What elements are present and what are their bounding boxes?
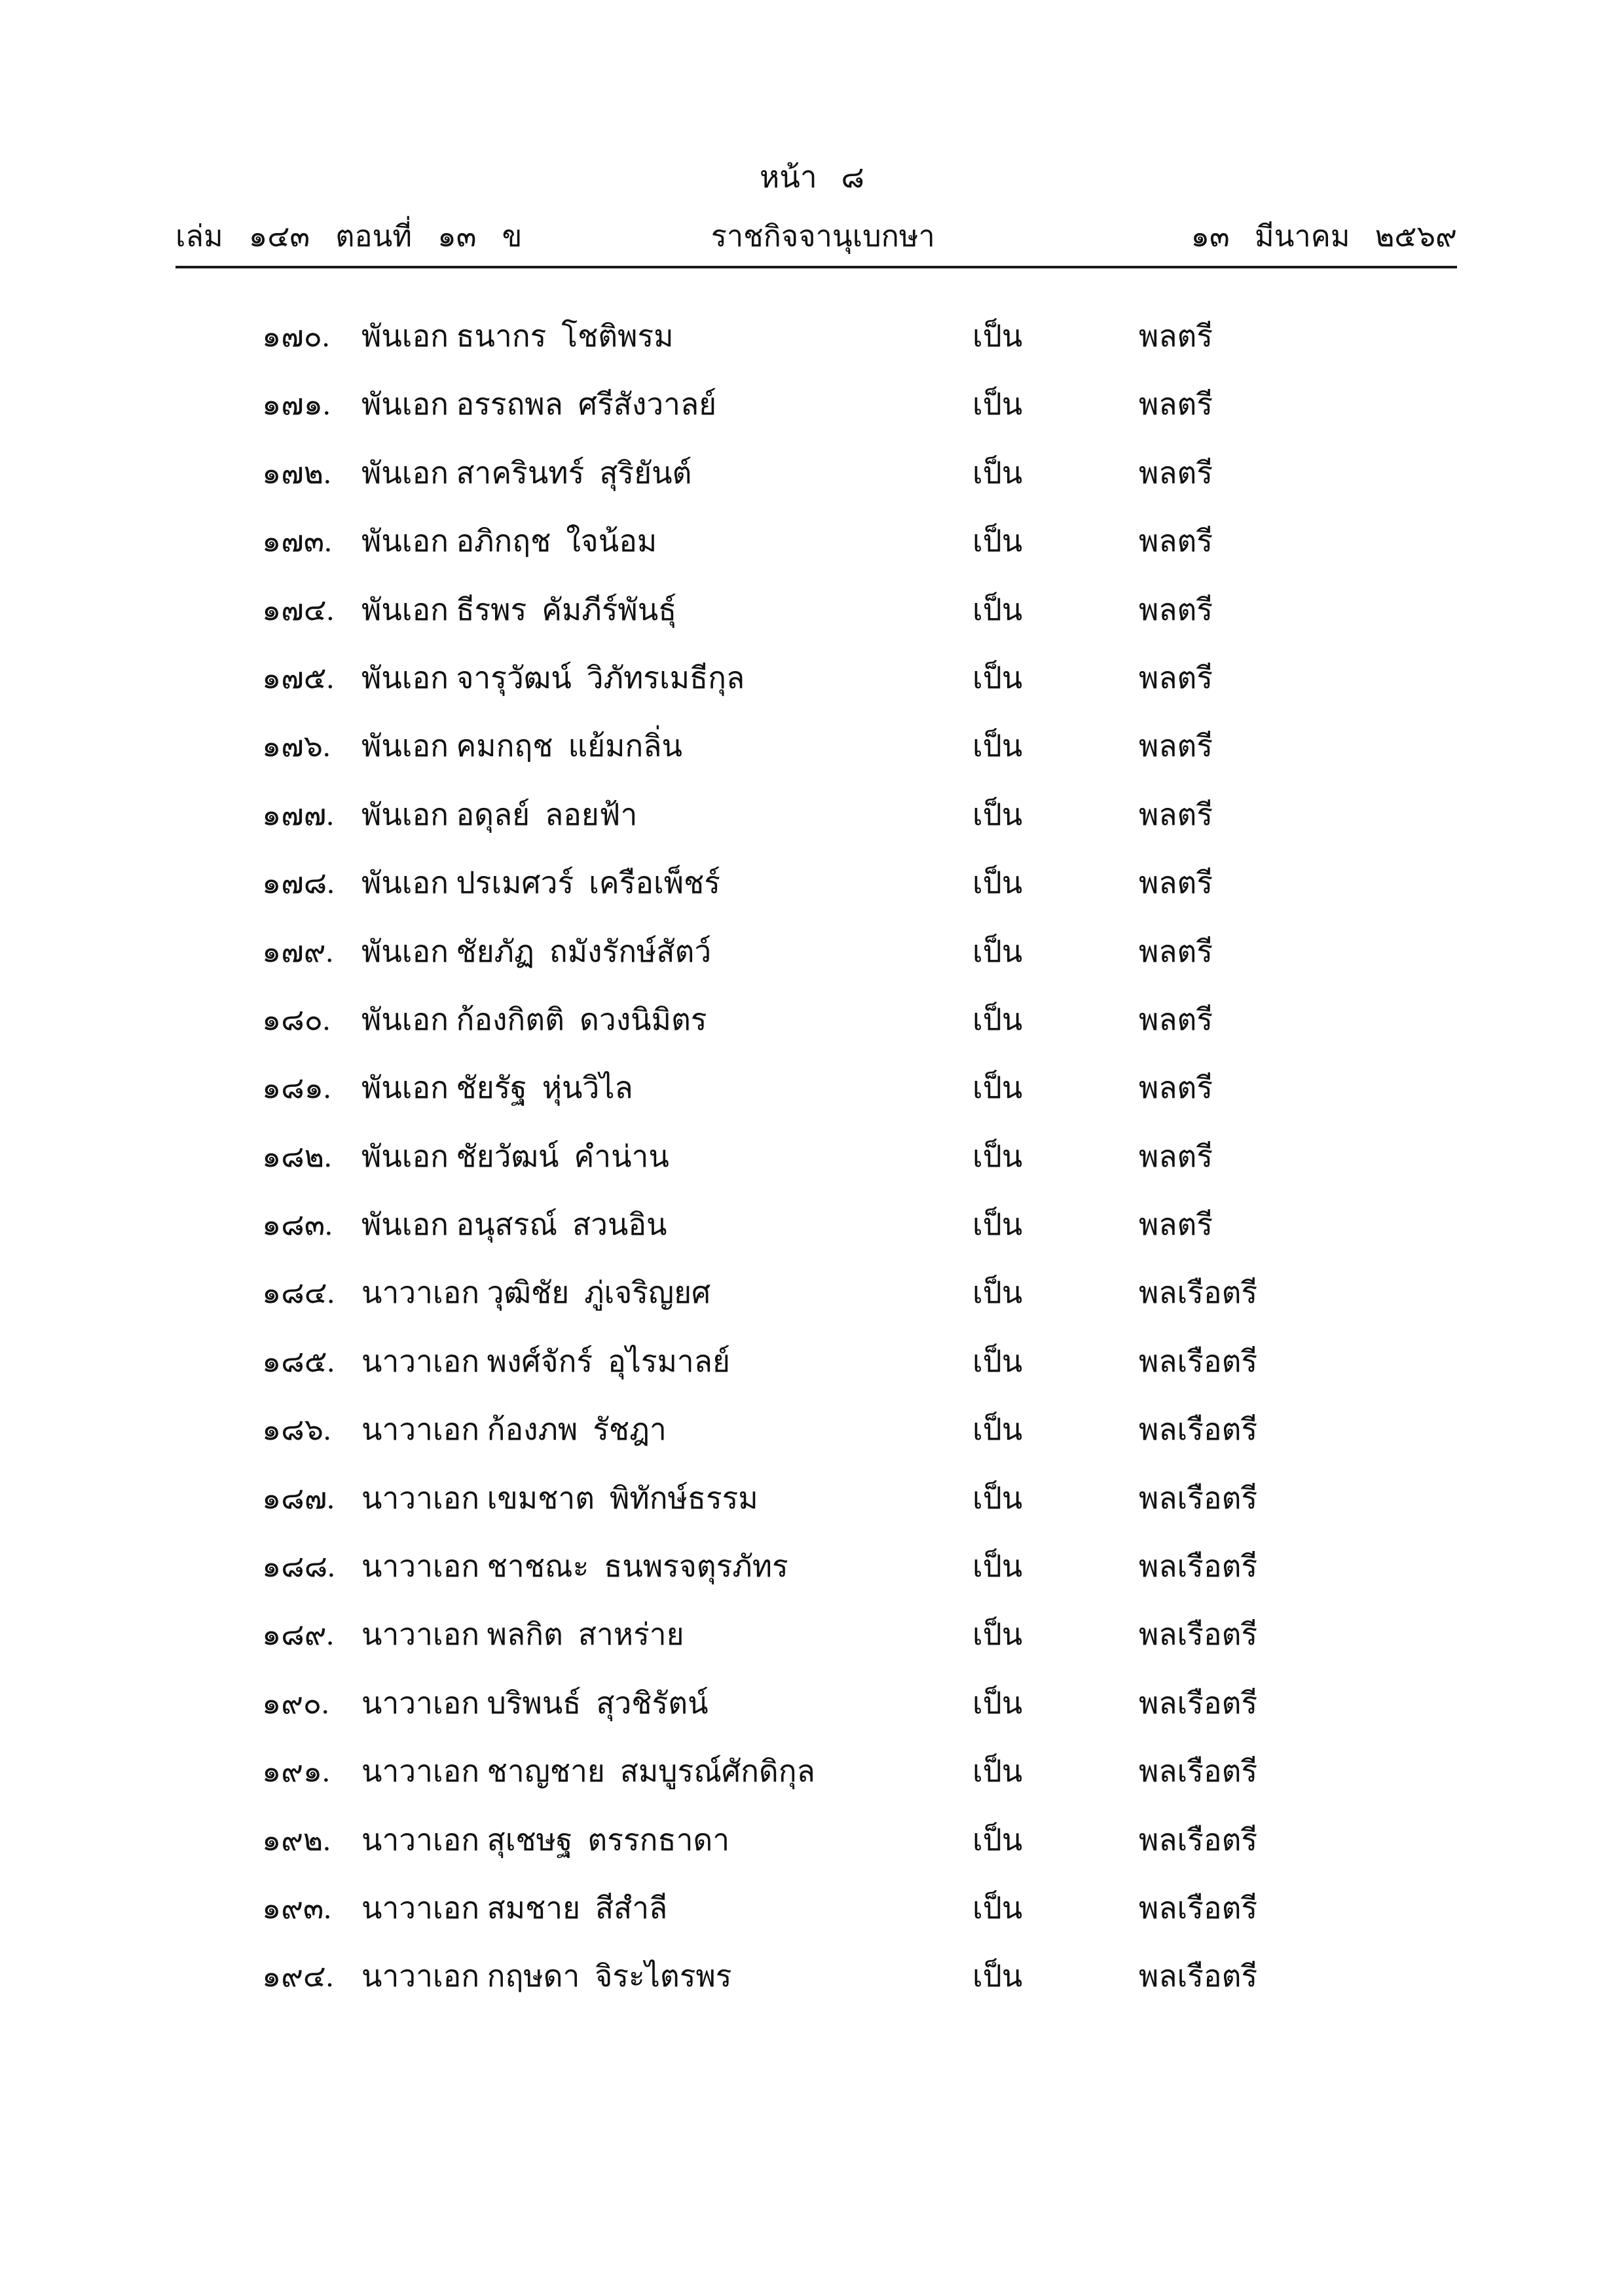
officer-name: พันเอก อดุลย์ ลอยฟ้า bbox=[361, 797, 638, 831]
list-item bbox=[0, 1465, 1624, 1533]
item-number: ๑๗๒. bbox=[262, 456, 331, 490]
item-number: ๑๗๙. bbox=[262, 934, 333, 968]
new-rank: พลตรี bbox=[1139, 456, 1213, 490]
item-number: ๑๘๓. bbox=[262, 1208, 333, 1242]
item-number: ๑๘๙. bbox=[262, 1618, 334, 1652]
list-item bbox=[0, 644, 1624, 712]
officer-name: พันเอก ชัยรัฐ หุ่นวิไล bbox=[361, 1071, 633, 1105]
item-number: ๑๗๔. bbox=[262, 592, 335, 627]
officer-name: นาวาเอก พลกิต สาหร่าย bbox=[361, 1618, 684, 1652]
new-rank: พลเรือตรี bbox=[1139, 1413, 1258, 1447]
new-rank: พลเรือตรี bbox=[1139, 1550, 1258, 1584]
list-item bbox=[0, 1874, 1624, 1942]
to-be-label: เป็น bbox=[972, 934, 1023, 968]
list-item bbox=[0, 1601, 1624, 1669]
new-rank: พลเรือตรี bbox=[1139, 1823, 1258, 1857]
item-number: ๑๙๐. bbox=[262, 1686, 329, 1720]
list-item bbox=[0, 712, 1624, 780]
list-item bbox=[0, 371, 1624, 439]
item-number: ๑๙๑. bbox=[262, 1755, 330, 1789]
header-divider bbox=[175, 266, 1457, 268]
item-number: ๑๗๑. bbox=[262, 388, 331, 422]
new-rank: พลเรือตรี bbox=[1139, 1344, 1258, 1378]
to-be-label: เป็น bbox=[972, 797, 1023, 831]
to-be-label: เป็น bbox=[972, 729, 1023, 763]
officer-name: พันเอก จารุวัฒน์ วิภัทรเมธีกุล bbox=[361, 661, 745, 695]
to-be-label: เป็น bbox=[972, 1618, 1023, 1652]
to-be-label: เป็น bbox=[972, 319, 1023, 353]
new-rank: พลเรือตรี bbox=[1139, 1686, 1258, 1720]
item-number: ๑๗๓. bbox=[262, 524, 332, 558]
item-number: ๑๙๓. bbox=[262, 1891, 331, 1925]
to-be-label: เป็น bbox=[972, 1686, 1023, 1720]
officer-name: พันเอก ธนากร โชติพรม bbox=[361, 319, 674, 353]
new-rank: พลเรือตรี bbox=[1139, 1276, 1258, 1310]
list-item bbox=[0, 1054, 1624, 1122]
officer-name: พันเอก ธีรพร คัมภีร์พันธุ์ bbox=[361, 592, 677, 627]
list-item bbox=[0, 1191, 1624, 1259]
officer-name: นาวาเอก วุฒิชัย ภู่เจริญยศ bbox=[361, 1276, 711, 1310]
volume-issue-label: เล่ม ๑๔๓ ตอนที่ ๑๓ ข bbox=[175, 220, 523, 253]
new-rank: พลตรี bbox=[1139, 388, 1213, 422]
list-item bbox=[0, 302, 1624, 371]
to-be-label: เป็น bbox=[972, 524, 1023, 558]
to-be-label: เป็น bbox=[972, 1891, 1023, 1925]
new-rank: พลเรือตรี bbox=[1139, 1618, 1258, 1652]
officer-name: พันเอก ชัยวัฒน์ คำน่าน bbox=[361, 1139, 669, 1173]
item-number: ๑๙๒. bbox=[262, 1823, 331, 1857]
officer-name: พันเอก อรรถพล ศรีสังวาลย์ bbox=[361, 388, 717, 422]
officer-name: พันเอก อภิกฤช ใจน้อม bbox=[361, 524, 657, 558]
to-be-label: เป็น bbox=[972, 1139, 1023, 1173]
list-item bbox=[0, 439, 1624, 507]
list-item bbox=[0, 507, 1624, 575]
to-be-label: เป็น bbox=[972, 1823, 1023, 1857]
new-rank: พลเรือตรี bbox=[1139, 1959, 1258, 1994]
new-rank: พลเรือตรี bbox=[1139, 1481, 1258, 1515]
list-item bbox=[0, 1259, 1624, 1327]
to-be-label: เป็น bbox=[972, 1002, 1023, 1036]
list-item bbox=[0, 986, 1624, 1054]
item-number: ๑๘๒. bbox=[262, 1139, 332, 1173]
list-item bbox=[0, 918, 1624, 986]
officer-name: นาวาเอก พงศ์จักร์ อุไรมาลย์ bbox=[361, 1344, 730, 1378]
new-rank: พลตรี bbox=[1139, 592, 1213, 627]
to-be-label: เป็น bbox=[972, 661, 1023, 695]
to-be-label: เป็น bbox=[972, 866, 1023, 900]
officer-name: นาวาเอก ก้องภพ รัชฎา bbox=[361, 1413, 667, 1447]
new-rank: พลตรี bbox=[1139, 1071, 1213, 1105]
promotion-list bbox=[0, 302, 1624, 2011]
officer-name: พันเอก คมกฤช แย้มกลิ่น bbox=[361, 729, 682, 763]
list-item bbox=[0, 1806, 1624, 1874]
list-item bbox=[0, 1533, 1624, 1601]
item-number: ๑๘๑. bbox=[262, 1071, 331, 1105]
to-be-label: เป็น bbox=[972, 1208, 1023, 1242]
list-item bbox=[0, 1396, 1624, 1464]
masthead bbox=[175, 213, 1457, 259]
item-number: ๑๘๕. bbox=[262, 1344, 335, 1378]
list-item bbox=[0, 781, 1624, 849]
officer-name: พันเอก ชัยภัฏ ถมังรักษ์สัตว์ bbox=[361, 934, 712, 968]
item-number: ๑๙๔. bbox=[262, 1959, 334, 1994]
to-be-label: เป็น bbox=[972, 388, 1023, 422]
new-rank: พลตรี bbox=[1139, 1139, 1213, 1173]
item-number: ๑๘๘. bbox=[262, 1550, 335, 1584]
to-be-label: เป็น bbox=[972, 1276, 1023, 1310]
officer-name: พันเอก อนุสรณ์ สวนอิน bbox=[361, 1208, 667, 1242]
officer-name: พันเอก สาครินทร์ สุริยันต์ bbox=[361, 456, 692, 490]
to-be-label: เป็น bbox=[972, 1755, 1023, 1789]
new-rank: พลตรี bbox=[1139, 934, 1213, 968]
item-number: ๑๗๖. bbox=[262, 729, 331, 763]
new-rank: พลตรี bbox=[1139, 729, 1213, 763]
to-be-label: เป็น bbox=[972, 1344, 1023, 1378]
officer-name: นาวาเอก ชาชณะ ธนพรจตุรภัทร bbox=[361, 1550, 788, 1584]
new-rank: พลเรือตรี bbox=[1139, 1755, 1258, 1789]
to-be-label: เป็น bbox=[972, 1071, 1023, 1105]
new-rank: พลตรี bbox=[1139, 524, 1213, 558]
gazette-title: ราชกิจจานุเบกษา bbox=[710, 220, 935, 253]
list-item bbox=[0, 1942, 1624, 2011]
item-number: ๑๘๖. bbox=[262, 1413, 331, 1447]
item-number: ๑๗๘. bbox=[262, 866, 335, 900]
new-rank: พลตรี bbox=[1139, 319, 1213, 353]
officer-name: นาวาเอก ชาญชาย สมบูรณ์ศักดิกุล bbox=[361, 1755, 815, 1789]
to-be-label: เป็น bbox=[972, 456, 1023, 490]
list-item bbox=[0, 1669, 1624, 1738]
to-be-label: เป็น bbox=[972, 1413, 1023, 1447]
item-number: ๑๘๐. bbox=[262, 1002, 331, 1036]
officer-name: พันเอก ปรเมศวร์ เครือเพ็ชร์ bbox=[361, 866, 720, 900]
item-number: ๑๘๔. bbox=[262, 1276, 335, 1310]
list-item bbox=[0, 1328, 1624, 1396]
list-item bbox=[0, 1738, 1624, 1806]
publication-date: ๑๓ มีนาคม ๒๕๖๙ bbox=[1190, 220, 1457, 253]
item-number: ๑๗๐. bbox=[262, 319, 330, 353]
to-be-label: เป็น bbox=[972, 1550, 1023, 1584]
new-rank: พลตรี bbox=[1139, 797, 1213, 831]
page-number: หน้า ๘ bbox=[760, 160, 864, 194]
officer-name: นาวาเอก เขมชาต พิทักษ์ธรรม bbox=[361, 1481, 758, 1515]
item-number: ๑๘๗. bbox=[262, 1481, 335, 1515]
new-rank: พลตรี bbox=[1139, 1208, 1213, 1242]
to-be-label: เป็น bbox=[972, 1959, 1023, 1994]
new-rank: พลตรี bbox=[1139, 1002, 1213, 1036]
new-rank: พลตรี bbox=[1139, 866, 1213, 900]
new-rank: พลเรือตรี bbox=[1139, 1891, 1258, 1925]
to-be-label: เป็น bbox=[972, 1481, 1023, 1515]
officer-name: นาวาเอก สุเชษฐ ตรรกธาดา bbox=[361, 1823, 730, 1857]
item-number: ๑๗๕. bbox=[262, 661, 335, 695]
officer-name: นาวาเอก สมชาย สีสำลี bbox=[361, 1891, 668, 1925]
officer-name: นาวาเอก บริพนธ์ สุวชิรัตน์ bbox=[361, 1686, 709, 1720]
officer-name: พันเอก ก้องกิตติ ดวงนิมิตร bbox=[361, 1002, 707, 1036]
to-be-label: เป็น bbox=[972, 592, 1023, 627]
list-item bbox=[0, 576, 1624, 644]
new-rank: พลตรี bbox=[1139, 661, 1213, 695]
list-item bbox=[0, 1123, 1624, 1191]
list-item bbox=[0, 849, 1624, 917]
item-number: ๑๗๗. bbox=[262, 797, 334, 831]
officer-name: นาวาเอก กฤษดา จิระไตรพร bbox=[361, 1959, 732, 1994]
